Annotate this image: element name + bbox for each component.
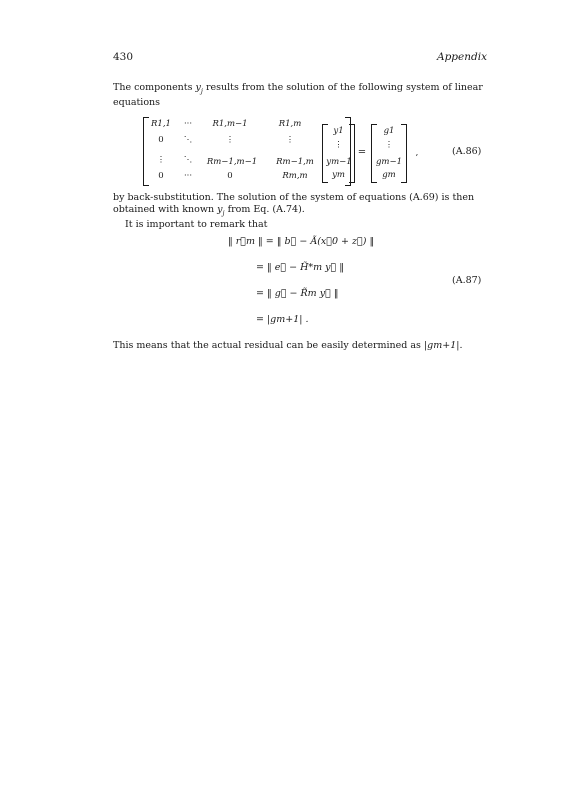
yvec-cell: ⋮ (334, 140, 343, 150)
page-header (113, 51, 487, 65)
yvec-cell: ym−1 (326, 157, 352, 167)
after-line2-a: obtained with known (113, 204, 218, 215)
matrix-cell: 0 (227, 171, 233, 181)
conclusion-text-a: This means that the actual residual can be easily determined as (113, 340, 424, 351)
eq87-line: = |gm+1| . (256, 314, 309, 325)
yvec-cell: y1 (333, 126, 344, 136)
equation-number: (A.86) (452, 146, 482, 157)
intro-text-a: The components (113, 82, 196, 93)
trailing-comma: , (415, 148, 419, 158)
after-line2-b: from Eq. (A.74). (224, 204, 305, 215)
matrix-cell: ⋱ (183, 135, 193, 145)
matrix-cell: Rm,m (282, 171, 308, 181)
conclusion-residual: |gm+1| (423, 340, 460, 351)
intro-var: y (195, 82, 201, 93)
matrix-cell: ··· (183, 171, 193, 181)
matrix-cell: R1,1 (151, 119, 171, 129)
yvec-cell: ym (332, 170, 345, 180)
matrix-cell: Rm−1,m−1 (206, 157, 258, 167)
after-var: y (217, 204, 223, 215)
gvec-cell: g1 (383, 126, 395, 136)
intro-sub: j (200, 86, 203, 95)
gvec-cell: gm (382, 170, 396, 180)
eq87-line: = ‖ e⃗ − H̃*m y⃗ ‖ (256, 262, 344, 273)
equals-sign: = (357, 147, 367, 158)
matrix-cell: ⋮ (285, 135, 295, 145)
matrix-cell: ··· (183, 119, 193, 129)
eq87-line: ‖ r⃗m ‖ = ‖ b⃗ − Ã(x⃗0 + z⃗) ‖ (228, 236, 375, 247)
gvec-cell: ⋮ (384, 140, 394, 150)
matrix-cell: ⋮ (225, 135, 235, 145)
intro-paragraph (113, 82, 487, 109)
matrix-cell: ⋱ (183, 155, 193, 165)
after-paragraph (113, 192, 487, 231)
eq87-line: = ‖ g⃗ − R̃m y⃗ ‖ (256, 288, 339, 299)
after-sub: j (222, 208, 225, 217)
matrix-cell: Rm−1,m (276, 157, 314, 167)
after-line3: It is important to remark that (125, 218, 268, 230)
section-title: Appendix (436, 51, 487, 63)
matrix-cell: ⋮ (156, 155, 166, 165)
matrix-cell: R1,m−1 (212, 119, 248, 129)
conclusion-paragraph (113, 340, 487, 351)
intro-text-b: results from the solution of the following system of linear (202, 82, 483, 93)
conclusion-text-c: . (459, 340, 463, 351)
intro-line2: equations (113, 96, 161, 108)
matrix-cell: R1,m (278, 119, 302, 129)
equation-number: (A.87) (452, 275, 482, 286)
matrix-cell: 0 (158, 135, 164, 145)
gvec-cell: gm−1 (375, 157, 403, 167)
page-number: 430 (113, 51, 134, 63)
matrix-cell: 0 (158, 171, 164, 181)
after-line1: by back-substitution. The solution of the system of equations (A.69) is then (113, 192, 475, 203)
